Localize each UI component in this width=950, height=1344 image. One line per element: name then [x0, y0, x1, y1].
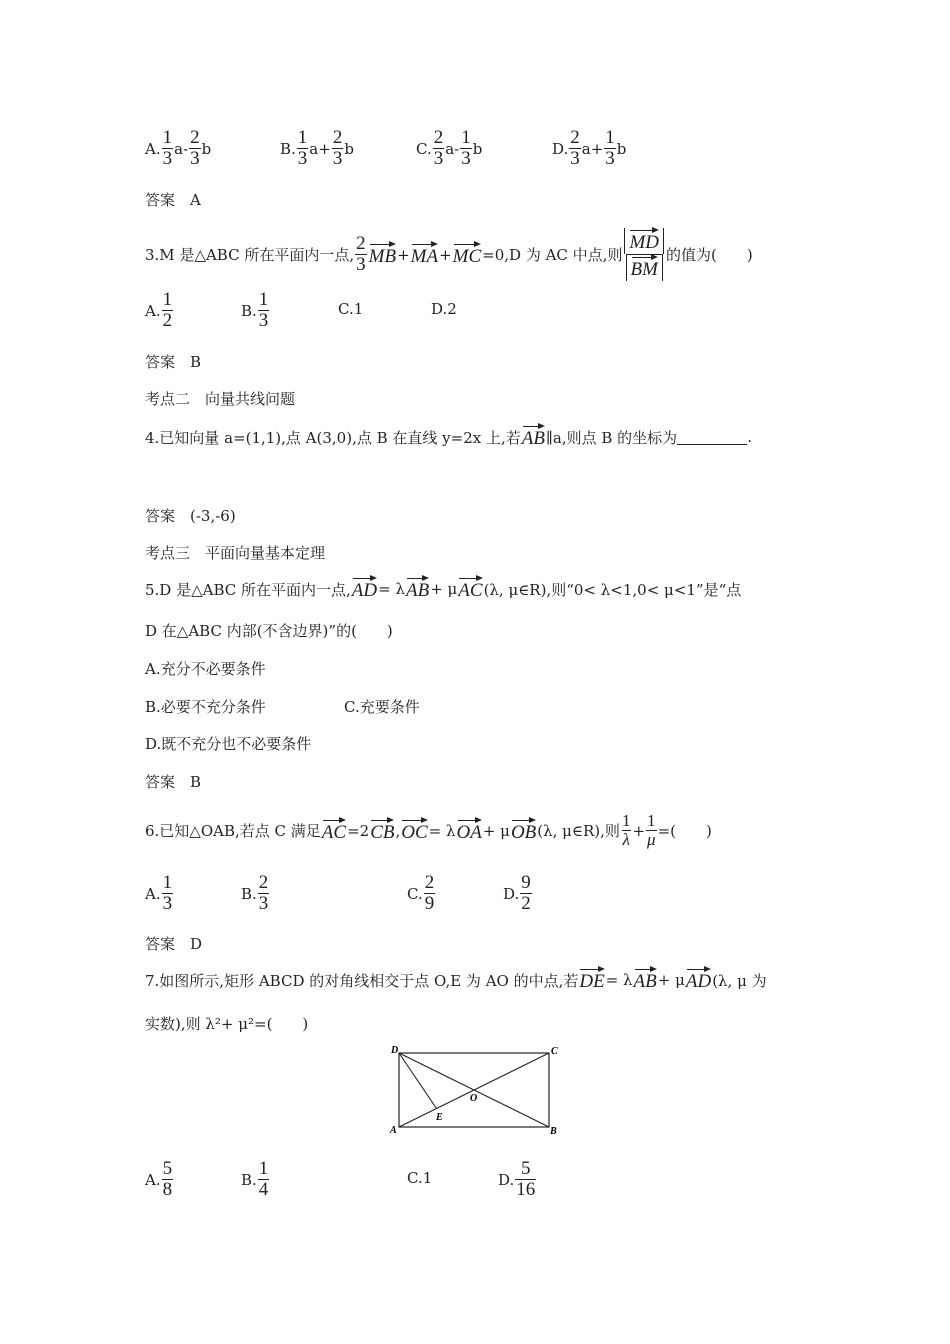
numerator: 1: [461, 127, 471, 148]
numerator: 2: [424, 872, 435, 893]
operator: = λ: [428, 821, 456, 840]
vector-ab: AB: [522, 424, 545, 450]
q5-option-c[interactable]: C.充要条件: [344, 698, 420, 716]
option-letter: B.: [241, 1170, 257, 1189]
fraction: [604, 128, 616, 169]
operator: =2: [347, 821, 370, 840]
fraction: [433, 128, 445, 169]
operator: = λ: [605, 971, 633, 989]
ratio-denominator: [626, 254, 663, 281]
operator: + μ: [482, 821, 510, 840]
numerator: 2: [258, 872, 269, 893]
vector-ma: MA: [411, 242, 438, 268]
variable: a: [581, 139, 591, 158]
numerator: 1: [647, 811, 656, 830]
vector-oa: OA: [457, 818, 482, 844]
operator: -: [454, 139, 460, 158]
option-letter: B.: [280, 139, 296, 158]
variable: b: [616, 139, 627, 158]
question-text: 4.已知向量 a=(1,1),点 A(3,0),点 B 在直线 y=2x 上,若: [145, 428, 521, 447]
label-o: O: [470, 1093, 478, 1104]
numerator: 1: [258, 289, 269, 310]
fraction: [162, 128, 174, 169]
denominator: λ: [622, 830, 630, 849]
vector-ad: AD: [686, 967, 711, 993]
q6-answer: 答案 D: [145, 935, 203, 953]
q2-option-a[interactable]: [145, 128, 211, 169]
variable: b: [201, 139, 212, 158]
denominator: 3: [258, 893, 269, 914]
numerator: 1: [297, 127, 308, 148]
vector-mc: MC: [453, 242, 482, 268]
q7-option-b[interactable]: [241, 1159, 270, 1200]
question-text: 6.已知△OAB,若点 C 满足: [145, 822, 321, 840]
rectangle-figure: [385, 1043, 565, 1138]
fraction: [297, 128, 309, 169]
variable: a: [174, 139, 184, 158]
denominator: 3: [461, 148, 471, 169]
fraction: [569, 128, 581, 169]
question-text: 3.M 是△ABC 所在平面内一点,: [145, 246, 355, 264]
q6-option-c[interactable]: [407, 873, 436, 914]
denominator: 3: [162, 893, 173, 914]
q7-option-d[interactable]: [498, 1159, 537, 1200]
q5-stem: [145, 576, 741, 602]
fraction: [258, 1159, 270, 1200]
q3-option-b[interactable]: [241, 290, 270, 331]
question-text: (λ, μ∈R),则: [537, 822, 620, 840]
q4-stem: [145, 424, 752, 450]
option-letter: B.: [241, 884, 257, 903]
q6-option-d[interactable]: [503, 873, 533, 914]
q2-option-d[interactable]: [552, 128, 626, 169]
q2-option-b[interactable]: [280, 128, 354, 169]
label-a: A: [390, 1125, 397, 1136]
fraction: [258, 290, 270, 331]
vector-mb: MB: [369, 242, 396, 268]
q7-stem-line2: 实数),则 λ²+ μ²=( ): [145, 1015, 309, 1033]
vector-de: DE: [579, 967, 604, 993]
q6-option-a[interactable]: [145, 873, 174, 914]
vector-ad: AD: [352, 576, 377, 602]
fraction: [646, 812, 657, 849]
denominator: 3: [433, 148, 444, 169]
question-text: 5.D 是△ABC 所在平面内一点,: [145, 580, 351, 599]
vector-ab: AB: [406, 576, 429, 602]
q4-answer: 答案 (-3,-6): [145, 507, 236, 525]
segment-de: [399, 1053, 437, 1109]
option-letter: C.: [338, 300, 354, 318]
q6-stem: [145, 812, 712, 849]
fraction: [424, 873, 436, 914]
q5-option-a[interactable]: A.充分不必要条件: [145, 660, 266, 678]
numerator: 5: [521, 1158, 531, 1179]
option-letter: C.: [407, 1169, 423, 1187]
option-letter: A.: [145, 301, 161, 320]
fraction: [515, 1159, 536, 1200]
numerator: 1: [621, 811, 631, 830]
denominator: 3: [297, 148, 308, 169]
denominator: 9: [424, 893, 435, 914]
numerator: 2: [356, 233, 366, 254]
operator: + μ: [430, 580, 458, 598]
vector-ob: OB: [511, 818, 536, 844]
option-letter: D.: [431, 300, 448, 318]
question-text: =0,D 为 AC 中点,则: [482, 246, 623, 264]
denominator: 16: [516, 1179, 536, 1200]
q7-option-a[interactable]: [145, 1159, 174, 1200]
fraction: [460, 128, 472, 169]
question-text: 的值为( ): [666, 246, 753, 264]
vector-oc: OC: [401, 818, 427, 844]
variable: b: [344, 139, 354, 158]
question-text: .: [747, 428, 752, 446]
option-letter: C.: [416, 139, 432, 158]
question-text: ∥a,则点 B 的坐标为: [545, 428, 678, 447]
fraction: [621, 812, 632, 849]
q5-option-d[interactable]: D.既不充分也不必要条件: [145, 735, 312, 753]
option-letter: A.: [145, 884, 161, 903]
denominator: 3: [570, 148, 580, 169]
option-letter: D.: [552, 139, 569, 158]
label-c: C: [551, 1046, 558, 1057]
vector-cb: CB: [370, 818, 394, 844]
denominator: 3: [190, 148, 200, 169]
option-value: 2: [447, 300, 457, 318]
question-text: (λ, μ∈R),则“0< λ<1,0< μ<1”是“点: [483, 580, 742, 599]
q5-stem-line2: D 在△ABC 内部(不含边界)”的( ): [145, 622, 393, 640]
denominator: μ: [647, 830, 656, 849]
numerator: 1: [605, 127, 615, 148]
numerator: 1: [162, 872, 173, 893]
denominator: 3: [162, 148, 173, 169]
punctuation: ,: [395, 821, 401, 840]
variable: b: [472, 139, 483, 158]
numerator: 2: [332, 127, 343, 148]
fraction: [258, 873, 270, 914]
magnitude-ratio: [624, 228, 664, 281]
operator: +: [590, 139, 604, 158]
vector-md: MD: [629, 228, 659, 254]
numerator: 9: [521, 872, 531, 893]
option-letter: A.: [145, 1170, 161, 1189]
vector-ac: AC: [458, 576, 482, 602]
q3-option-d[interactable]: [431, 300, 457, 318]
numerator: 1: [162, 289, 173, 310]
vector-bm: BM: [631, 255, 658, 281]
answer-blank[interactable]: [677, 430, 747, 445]
denominator: 3: [605, 148, 615, 169]
option-value: 1: [353, 300, 364, 318]
q5-answer: 答案 B: [145, 773, 202, 791]
numerator: 1: [258, 1158, 269, 1179]
fraction: [355, 234, 367, 275]
question-text: 7.如图所示,矩形 ABCD 的对角线相交于点 O,E 为 AO 的中点,若: [145, 971, 579, 990]
option-letter: A.: [145, 139, 161, 158]
operator: + μ: [657, 971, 685, 989]
denominator: 8: [162, 1179, 173, 1200]
fraction: [189, 128, 201, 169]
option-letter: D.: [498, 1170, 515, 1189]
fraction: [520, 873, 532, 914]
section-heading: 考点三 平面向量基本定理: [145, 544, 326, 562]
q6-option-b[interactable]: [241, 873, 270, 914]
q5-option-b[interactable]: B.必要不充分条件: [145, 698, 266, 716]
fraction: [162, 873, 174, 914]
q7-stem: [145, 967, 767, 993]
question-text: =( ): [657, 822, 712, 840]
fraction: [162, 1159, 174, 1200]
section-heading: 考点二 向量共线问题: [145, 390, 296, 408]
q3-option-a[interactable]: [145, 290, 174, 331]
option-value: 1: [422, 1169, 433, 1187]
denominator: 3: [332, 148, 343, 169]
numerator: 2: [570, 127, 580, 148]
q3-answer: 答案 B: [145, 353, 202, 371]
label-e: E: [436, 1112, 443, 1123]
ratio-numerator: [624, 228, 664, 254]
denominator: 3: [258, 310, 269, 331]
fraction: [332, 128, 344, 169]
operator: = λ: [378, 580, 405, 598]
q3-option-c[interactable]: [338, 300, 363, 318]
denominator: 2: [521, 893, 531, 914]
denominator: 2: [162, 310, 173, 331]
q2-option-c[interactable]: [416, 128, 482, 169]
q7-option-c[interactable]: [407, 1169, 432, 1187]
numerator: 5: [162, 1158, 173, 1179]
numerator: 2: [190, 127, 200, 148]
fraction: [162, 290, 174, 331]
numerator: 2: [433, 127, 444, 148]
vector-ac: AC: [322, 818, 346, 844]
option-letter: B.: [241, 301, 257, 320]
operator: -: [183, 139, 189, 158]
option-letter: D.: [503, 884, 520, 903]
vector-ab: AB: [634, 967, 657, 993]
variable: a: [445, 139, 455, 158]
option-letter: C.: [407, 884, 423, 903]
label-d: D: [391, 1045, 399, 1056]
label-b: B: [550, 1126, 557, 1137]
operator: +: [632, 821, 646, 840]
operator: +: [318, 139, 331, 158]
denominator: 3: [356, 254, 366, 275]
operator: +: [439, 245, 452, 264]
variable: a: [309, 139, 319, 158]
q2-answer: 答案 A: [145, 191, 201, 209]
q3-stem: [145, 228, 753, 281]
operator: +: [397, 245, 410, 264]
question-text: (λ, μ 为: [712, 971, 767, 990]
denominator: 4: [258, 1179, 269, 1200]
numerator: 1: [162, 127, 173, 148]
